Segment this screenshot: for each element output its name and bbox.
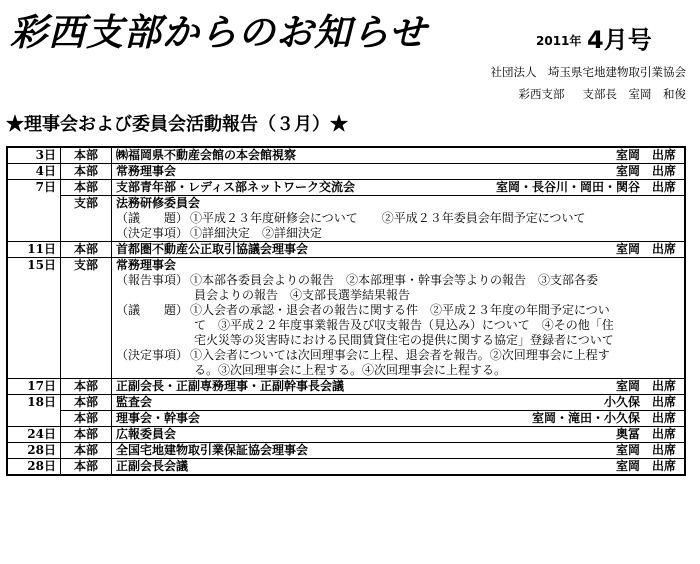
- table-row: [7, 427, 685, 443]
- row-office: 本部: [61, 379, 112, 395]
- row-attendee: 室岡・滝田・小久保 出席: [531, 411, 676, 425]
- row-content: [112, 164, 686, 180]
- row-attendee: 室岡 出席: [615, 242, 676, 256]
- table-row: [7, 242, 685, 258]
- branch-name: 彩西支部: [518, 87, 565, 101]
- row-date: 18日: [7, 395, 61, 411]
- detail-label: （決定事項）: [116, 226, 189, 240]
- row-content: [112, 395, 686, 411]
- row-office: 本部: [61, 443, 112, 459]
- row-office: 本部: [61, 242, 112, 258]
- issue-year: 2011年: [536, 34, 582, 48]
- row-content: [112, 147, 686, 164]
- row-date: 17日: [7, 379, 61, 395]
- row-subject: 常務理事会: [116, 164, 177, 178]
- row-date: 28日: [7, 443, 61, 459]
- detail-line: [116, 273, 680, 288]
- detail-label: （報告事項）: [116, 273, 189, 287]
- row-subject: 広報委員会: [116, 427, 177, 441]
- table-row: [7, 196, 685, 242]
- detail-line: [116, 303, 680, 318]
- row-content: [112, 443, 686, 459]
- detail-text: ①人会者の承認・退会者の報告に関する件 ②平成２３年度の年間予定につい: [190, 303, 610, 317]
- row-attendee: 室岡 出席: [615, 459, 676, 473]
- row-content: [112, 242, 686, 258]
- row-content: [112, 180, 686, 196]
- row-content: [112, 379, 686, 395]
- row-office: 本部: [61, 180, 112, 196]
- table-row: [7, 411, 685, 427]
- row-attendee: 室岡 出席: [615, 148, 676, 162]
- row-subject: 監査会: [116, 395, 153, 409]
- row-office: 本部: [61, 459, 112, 476]
- row-office: 支部: [61, 196, 112, 242]
- row-attendee: 室岡 出席: [615, 164, 676, 178]
- row-date: 15日: [7, 258, 61, 379]
- detail-continuation: 員会よりの報告 ④支部長選挙結果報告: [194, 288, 411, 302]
- row-attendee: 室岡 出席: [615, 443, 676, 457]
- detail-line: [116, 348, 680, 363]
- row-attendee: 室岡 出席: [615, 379, 676, 393]
- row-subject: 首都圏不動産公正取引協議会理事会: [116, 242, 309, 256]
- table-row: [7, 258, 685, 379]
- row-office: 本部: [61, 147, 112, 164]
- detail-text: ①本部各委員会よりの報告 ②本部理事・幹事会等よりの報告 ③支部各委: [190, 273, 599, 287]
- detail-line: [116, 226, 680, 241]
- detail-text: ①平成２３年度研修会について ②平成２３年委員会年間予定について: [190, 211, 586, 225]
- detail-text: ①詳細決定 ②詳細決定: [190, 226, 323, 240]
- activity-report-table: [6, 146, 686, 476]
- author-line: [501, 86, 687, 102]
- row-date: 11日: [7, 242, 61, 258]
- table-row: [7, 459, 685, 476]
- detail-continuation: る。③次回理事会に上程する。④次回理事会に上程する。: [194, 363, 507, 377]
- row-subject: ㈱福岡県不動産会館の本会館視察: [116, 148, 297, 162]
- row-date: [7, 196, 61, 242]
- detail-continuation: 宅火災等の災害時における民間賃貸住宅の提供に関する協定」登録者について: [194, 333, 614, 347]
- row-content: [112, 459, 686, 476]
- row-office: 本部: [61, 427, 112, 443]
- row-subject: 全国宅地建物取引業保証協会理事会: [116, 443, 309, 457]
- table-row: [7, 147, 685, 164]
- detail-text: ①入会者については次回理事会に上程、退会者を報告。②次回理事会に上程す: [190, 348, 610, 362]
- detail-continuation: て ③平成２２年度事業報告及び収支報告（見込み）について ④その他「住: [194, 318, 614, 332]
- table-row: [7, 164, 685, 180]
- row-date: 7日: [7, 180, 61, 196]
- detail-label: （議 題）: [116, 303, 189, 317]
- row-office: 本部: [61, 395, 112, 411]
- detail-line: [116, 211, 680, 226]
- row-content: [112, 411, 686, 427]
- issue-month: 4月号: [587, 26, 652, 54]
- author-position: 支部長 室岡 和俊: [582, 87, 686, 101]
- row-content: [112, 196, 686, 242]
- table-row: [7, 180, 685, 196]
- row-date: 4日: [7, 164, 61, 180]
- row-attendee: 室岡・長谷川・岡田・関谷 出席: [495, 180, 676, 194]
- row-date: 24日: [7, 427, 61, 443]
- row-office: 支部: [61, 258, 112, 379]
- detail-label: （議 題）: [116, 211, 189, 225]
- table-row: [7, 395, 685, 411]
- row-attendee: 小久保 出席: [603, 395, 676, 409]
- row-subject: 常務理事会: [116, 258, 177, 272]
- row-subject: 支部青年部・レディス部ネットワーク交流会: [116, 180, 356, 194]
- table-row: [7, 379, 685, 395]
- row-date: 28日: [7, 459, 61, 476]
- row-subject: 正副会長・正副専務理事・正副幹事長会議: [116, 379, 345, 393]
- detail-label: （決定事項）: [116, 348, 189, 362]
- row-attendee: 奥冨 出席: [615, 427, 676, 441]
- row-date: [7, 411, 61, 427]
- row-date: 3日: [7, 147, 61, 164]
- organization-name: 社団法人 埼玉県宅地建物取引業協会: [490, 65, 686, 79]
- row-office: 本部: [61, 411, 112, 427]
- row-content: [112, 258, 686, 379]
- row-office: 本部: [61, 164, 112, 180]
- row-subject: 正副会長会議: [116, 459, 189, 473]
- row-content: [112, 427, 686, 443]
- page-title: 彩西支部からのお知らせ: [10, 11, 427, 54]
- row-subject: 理事会・幹事会: [116, 411, 201, 425]
- row-subject: 法務研修委員会: [116, 196, 201, 210]
- table-row: [7, 443, 685, 459]
- section-title: ★理事会および委員会活動報告（３月）★: [6, 114, 348, 135]
